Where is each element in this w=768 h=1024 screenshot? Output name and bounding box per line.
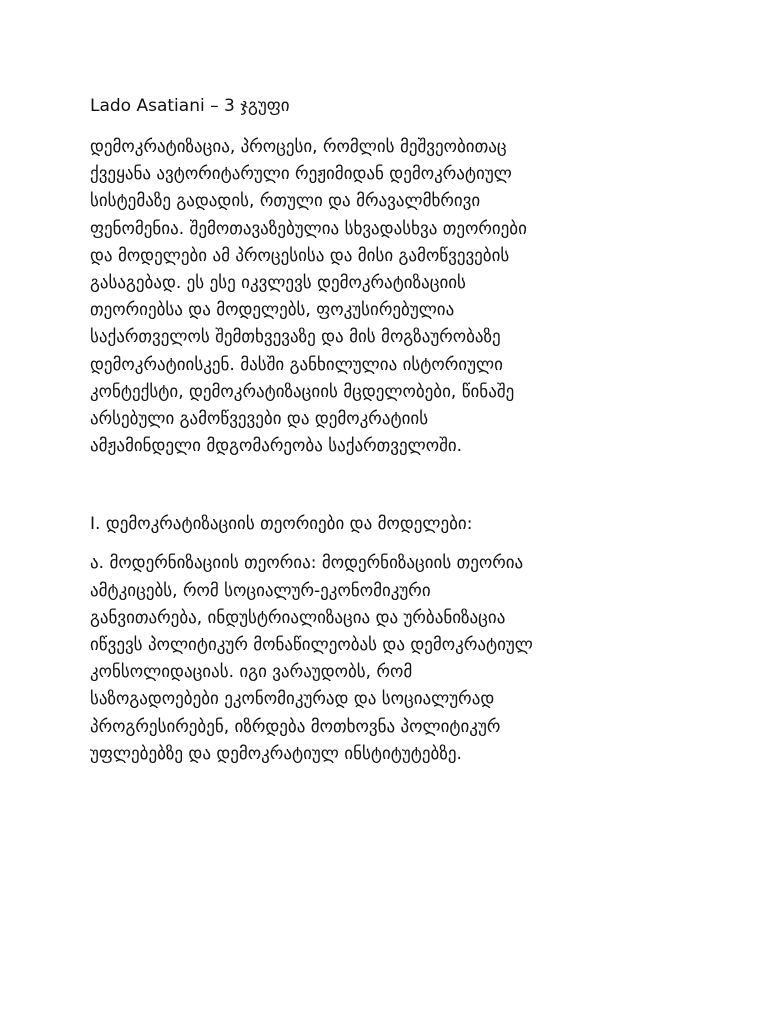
intro-paragraph: დემოკრატიზაცია, პროცესი, რომლის მეშვეობითაც ქვეყანა ავტორიტარული რეჟიმიდან დემოკრატიულ სისტემაზე გადადის, რთული და მრავალმხრივი ფენომენია. შემოთავაზებულია სხვადასხვა თეორიები და მოდელები ამ პროცესისა და მისი გამოწვევების გასაგებად. ეს ესე იკვლევს დემოკრატიზაციის თეორიებსა და მოდელებს, ფოკუსირებულია საქართველოს შემთხვევაზე და მის მოგზაურობაზე დემოკრატიისკენ. მასში განხილულია ისტორიული კონტექსტი, დემოკრატიზაციის მცდელობები, წინაშე არსებული გამოწვევები და დემოკრატიის ამჟამინდელი მდგომარეობა საქართველოში. xyxy=(90,137,527,457)
section-spacer xyxy=(90,460,690,510)
section-paragraph: ა. მოდერნიზაციის თეორია: მოდერნიზაციის თეორია ამტკიცებს, რომ სოციალურ-ეკონომიკური განვითარება, ინდუსტრიალიზაცია და ურბანიზაცია იწვევს პოლიტიკურ მონაწილეობას და დემოკრატიულ კონსოლიდაციას. იგი ვარაუდობს, რომ საზოგადოებები ეკონომიკურად და სოციალურად პროგრესირებენ, იზრდება მოთხოვნა პოლიტიკურ უფლებებზე და დემოკრატიულ ინსტიტუტებზე. xyxy=(90,553,533,764)
author-line: Lado Asatiani – 3 ჯგუფი xyxy=(90,96,290,116)
section-heading: I. დემოკრატიზაციის თეორიები და მოდელები: xyxy=(90,514,473,535)
document-page xyxy=(90,92,690,768)
